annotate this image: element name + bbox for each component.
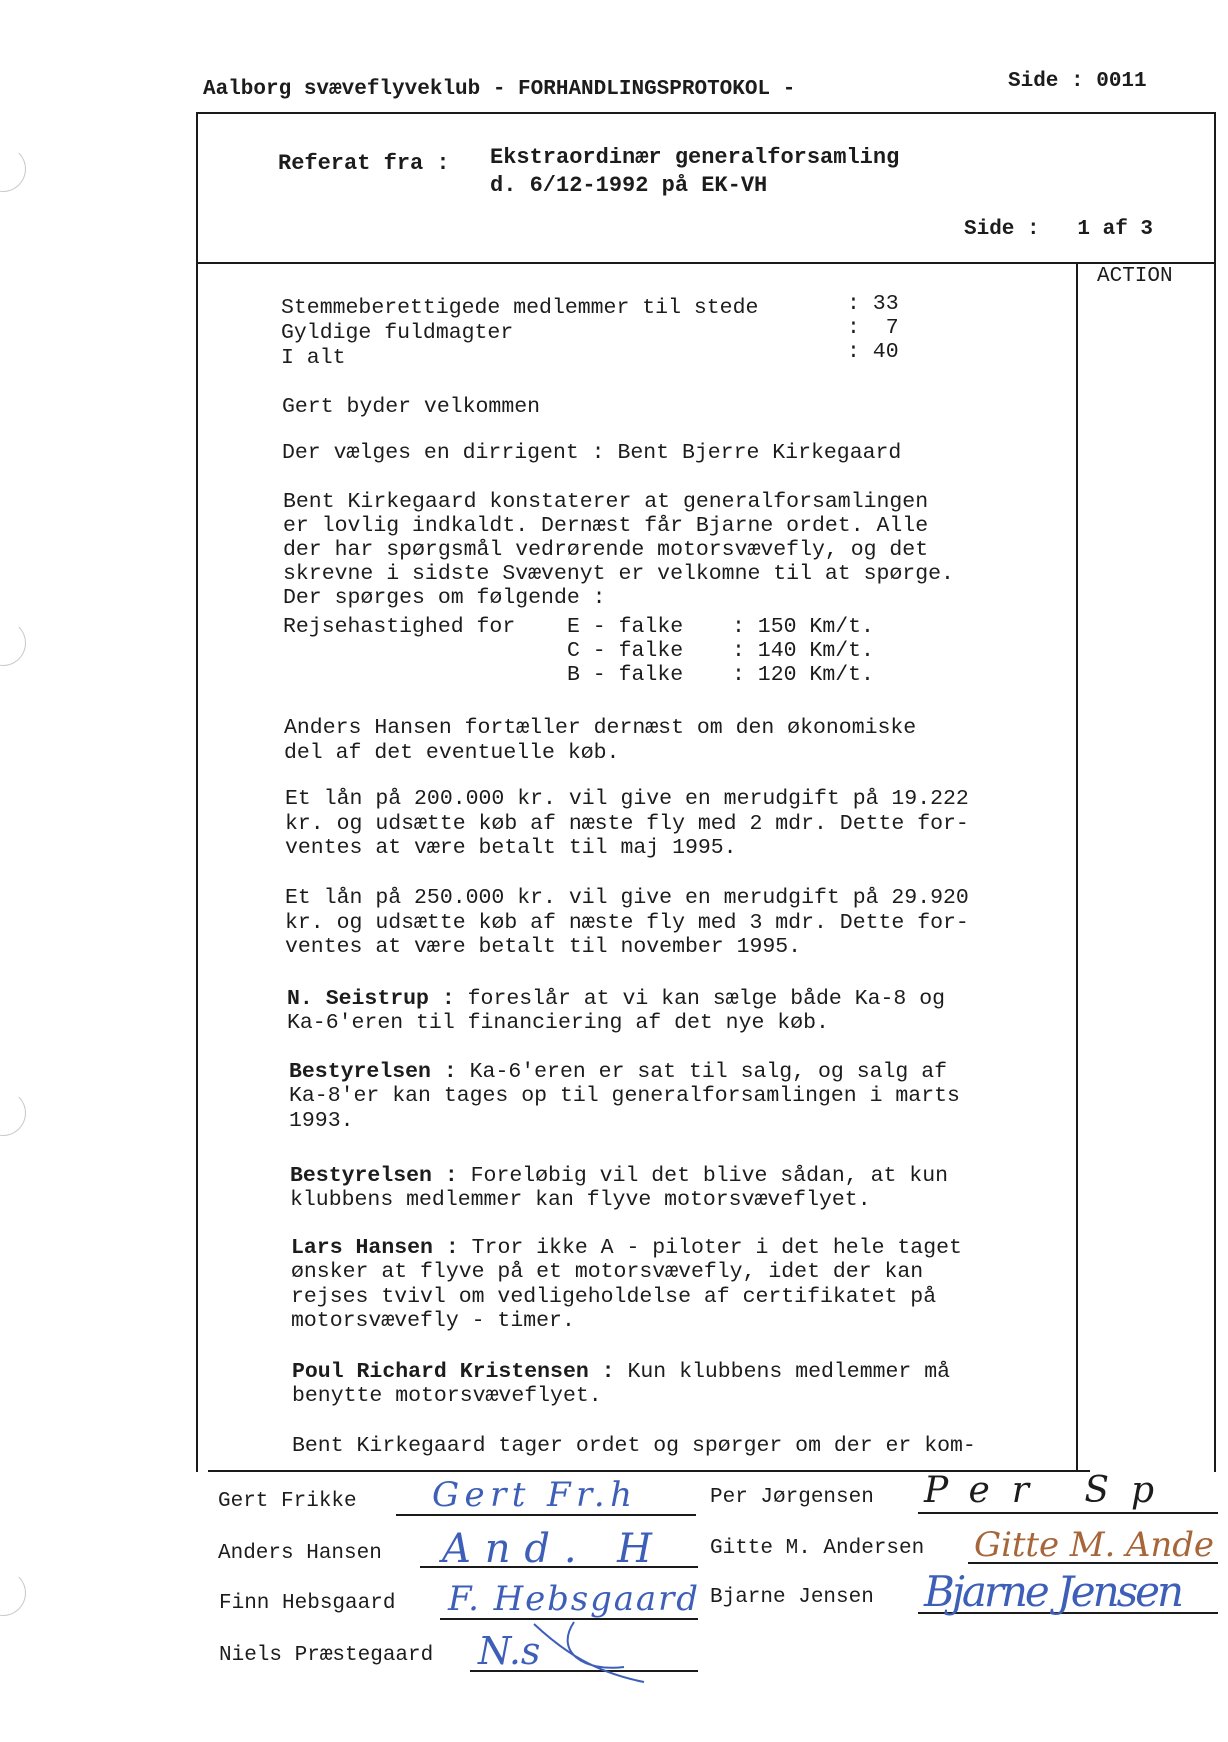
speed-type-b: B - falke [567, 663, 684, 687]
statement-speaker: Lars Hansen : [291, 1236, 459, 1260]
attendance-value-0: : 33 [847, 292, 899, 316]
statement-lars-hansen-rest: ønsker at flyve på et motorsvævefly, idet der kan rejses tvivl om vedligeholdelse af certifikatet på motorsvævefly - timer. [291, 1260, 937, 1333]
attendance-label-2: I alt [281, 346, 346, 370]
speed-type-e: E - falke [567, 615, 684, 639]
closing-line: Bent Kirkegaard tager ordet og spørger om der er kom- [292, 1434, 976, 1458]
meeting-title: Ekstraordinær generalforsamling [490, 145, 900, 170]
action-column-divider [1076, 262, 1078, 1470]
signatory-finn-hebsgaard: Finn Hebsgaard [219, 1592, 396, 1615]
statement-bestyrelsen-1 [289, 1060, 947, 1085]
frame-right-border [1214, 112, 1216, 1472]
statement-text: Ka-6'eren er sat til salg, og salg af [469, 1060, 948, 1084]
attendance-label-1: Gyldige fuldmagter [281, 321, 514, 345]
loan-paragraph-1: Et lån på 200.000 kr. vil give en merudgift på 19.222 kr. og udsætte køb af næste fly med 2 mdr. Dette for- ventes at være betalt til maj 1995. [285, 787, 969, 860]
attendance-label-0: Stemmeberettigede medlemmer til stede [281, 296, 759, 320]
dirigent-text: Der vælges en dirrigent : Bent Bjerre Kirkegaard [282, 441, 902, 465]
signature-niels-text: N.s [478, 1629, 541, 1673]
statement-poul-kristensen-rest: benytte motorsvæveflyet. [292, 1384, 602, 1408]
signatory-bjarne-jensen: Bjarne Jensen [710, 1586, 874, 1609]
loan-paragraph-2: Et lån på 250.000 kr. vil give en merudgift på 29.920 kr. og udsætte køb af næste fly med 3 mdr. Dette for- ventes at være betalt til november 1995. [285, 886, 969, 959]
frame-top-border [196, 112, 1216, 114]
punch-hole-mark [0, 620, 26, 666]
statement-seistrup [287, 987, 945, 1012]
signatory-gert-frikke: Gert Frikke [218, 1490, 357, 1513]
signature-gert [428, 1468, 648, 1518]
welcome-text: Gert byder velkommen [282, 395, 541, 419]
statement-seistrup-rest: Ka-6'eren til financiering af det nye køb. [287, 1011, 829, 1035]
signature-gert-text: Gert Fr.h [432, 1475, 632, 1515]
speed-type-c: C - falke [567, 639, 684, 663]
signature-finn-text: F. Hebsgaard [448, 1579, 698, 1619]
signatory-anders-hansen: Anders Hansen [218, 1542, 382, 1565]
meeting-date: d. 6/12-1992 på EK-VH [490, 173, 768, 198]
anders-paragraph: Anders Hansen fortæller dernæst om den økonomiske del af det eventuelle køb. [284, 716, 917, 765]
signatory-niels-praestegaard: Niels Præstegaard [219, 1644, 434, 1667]
page-number: Side : 0011 [1008, 70, 1147, 93]
statement-bestyrelsen-2-rest: klubbens medlemmer kan flyve motorsvæveflyet. [290, 1188, 871, 1212]
frame-left-border [196, 112, 198, 1472]
statement-poul-kristensen [292, 1360, 950, 1385]
punch-hole-mark [0, 1570, 26, 1616]
signature-per-text: Per Sp [924, 1470, 1154, 1511]
statement-speaker: N. Seistrup : [287, 987, 455, 1011]
statement-speaker: Bestyrelsen : [290, 1164, 458, 1188]
protocol-title: Aalborg svæveflyveklub - FORHANDLINGSPROTOKOL - [203, 78, 796, 101]
signature-niels [474, 1612, 674, 1686]
title-block-divider [196, 262, 1216, 264]
statement-text: foreslår at vi kan sælge både Ka-8 og [467, 987, 946, 1011]
signature-anders [438, 1518, 668, 1574]
speed-value-c: : 140 Km/t. [732, 639, 874, 663]
signature-niels-flourish [534, 1622, 644, 1682]
speed-intro: Rejsehastighed for [283, 615, 516, 639]
statement-lars-hansen [291, 1236, 962, 1261]
action-column-header: ACTION [1097, 265, 1173, 288]
signature-bjarne-text: Bjarne Jensen [924, 1567, 1184, 1616]
statement-text: Tror ikke A - piloter i det hele taget [471, 1236, 962, 1260]
attendance-value-2: : 40 [847, 340, 899, 364]
signature-anders-text: And. H [442, 1526, 652, 1572]
referat-label: Referat fra : [278, 151, 450, 176]
statement-speaker: Bestyrelsen : [289, 1060, 457, 1084]
signatory-per-jorgensen: Per Jørgensen [710, 1486, 874, 1509]
statement-bestyrelsen-2 [290, 1164, 948, 1189]
attendance-value-1: : 7 [847, 316, 899, 340]
speed-value-e: : 150 Km/t. [732, 615, 874, 639]
statement-text: Foreløbig vil det blive sådan, at kun [470, 1164, 949, 1188]
signature-gitte-text: Gitte M. Ande [974, 1525, 1214, 1565]
statement-speaker: Poul Richard Kristensen : [292, 1360, 615, 1384]
punch-hole-mark [0, 146, 26, 192]
statement-text: Kun klubbens medlemmer må [627, 1360, 951, 1384]
signature-bjarne [920, 1560, 1190, 1624]
speed-value-b: : 120 Km/t. [732, 663, 874, 687]
konstaterer-text: Bent Kirkegaard konstaterer at generalforsamlingen er lovlig indkaldt. Dernæst får Bjarne ordet. Alle der har spørgsmål vedrørende motorsvævefly, og det skrevne i sidste Svævenyt er velkomne til at spørge. Der spørges om følgende : [283, 490, 954, 610]
punch-hole-mark [0, 1090, 26, 1136]
signatory-gitte-andersen: Gitte M. Andersen [710, 1537, 925, 1560]
signature-per [920, 1464, 1160, 1516]
statement-bestyrelsen-1-rest: Ka-8'er kan tages op til generalforsamlingen i marts 1993. [289, 1084, 960, 1133]
page-of-count: Side : 1 af 3 [964, 218, 1154, 241]
